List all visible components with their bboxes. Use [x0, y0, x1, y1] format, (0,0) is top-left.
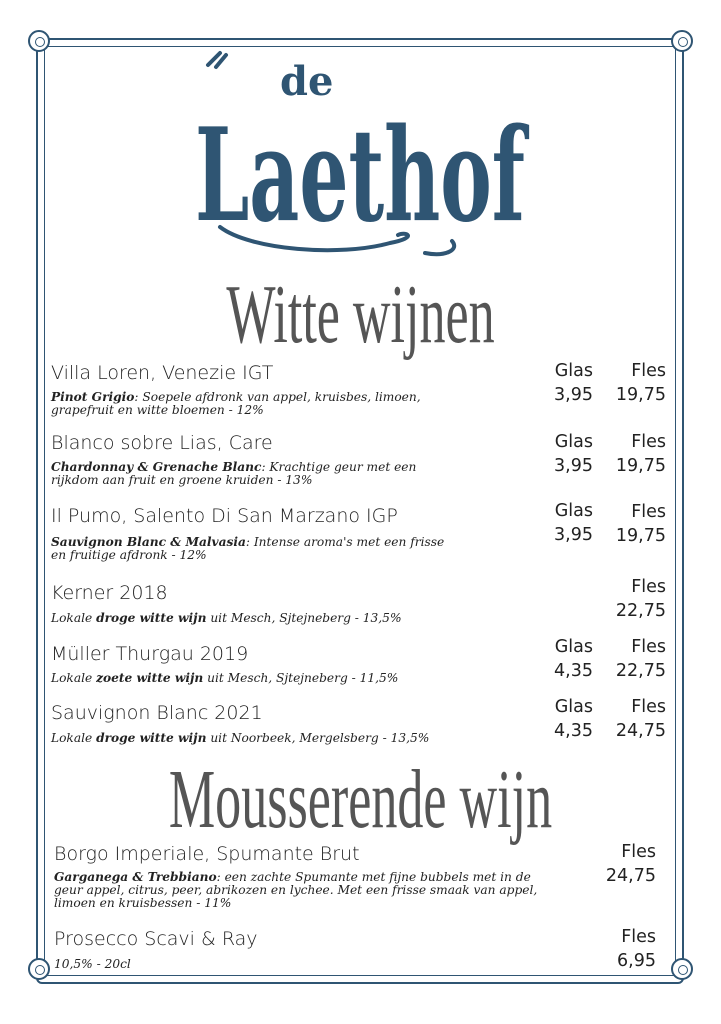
fles-price: 24,75	[615, 721, 666, 741]
wine-description: 10,5% - 20cl	[54, 957, 131, 971]
desc-text: geur appel, citrus, peer, abrikozen en lychee. Met een frisse smaak van appel,	[54, 883, 538, 897]
corner-ornament-top-left	[28, 30, 50, 52]
desc-text: : Krachtige geur met een	[261, 460, 417, 474]
fles-price: 19,75	[615, 385, 666, 405]
desc-text: grapefruit en witte bloemen - 12%	[51, 403, 264, 417]
wine-description	[54, 871, 537, 910]
desc-text: : Intense aroma's met een frisse	[245, 535, 445, 549]
grape-variety: Sauvignon Blanc & Malvasia	[51, 535, 246, 549]
wine-name: Villa Loren, Venezie IGT	[51, 362, 274, 384]
fles-price: 22,75	[615, 601, 666, 621]
glas-label: Glas	[554, 637, 593, 657]
corner-ornament-bottom-right	[671, 958, 693, 980]
desc-text: uit Mesch, Sjtejneberg - 13,5%	[206, 611, 402, 625]
wine-description	[51, 391, 421, 417]
section-title-white-wines: Witte wijnen	[226, 268, 495, 361]
glas-label: Glas	[554, 501, 593, 521]
fles-label: Fles	[621, 842, 656, 862]
glas-price: 4,35	[554, 721, 593, 741]
wine-type: droge witte wijn	[96, 731, 207, 745]
wine-name: Borgo Imperiale, Spumante Brut	[54, 843, 360, 865]
desc-text: Lokale	[51, 611, 97, 625]
glas-label: Glas	[554, 697, 593, 717]
glas-price: 3,95	[554, 456, 593, 476]
wine-name: Sauvignon Blanc 2021	[51, 702, 263, 724]
corner-ornament-top-right	[671, 30, 693, 52]
fles-label: Fles	[621, 927, 656, 947]
desc-text: : een zachte Spumante met fijne bubbels met in de	[216, 870, 531, 884]
glas-price: 3,95	[554, 385, 593, 405]
logo-small-text: de	[280, 58, 334, 105]
wine-name: Müller Thurgau 2019	[51, 643, 249, 665]
fles-label: Fles	[631, 637, 666, 657]
grape-variety: Chardonnay & Grenache Blanc	[51, 460, 262, 474]
wine-description	[51, 612, 402, 625]
grape-variety: Pinot Grigio	[51, 390, 135, 404]
desc-text: uit Mesch, Sjtejneberg - 11,5%	[203, 671, 399, 685]
fles-price: 24,75	[605, 866, 656, 886]
wine-type: zoete witte wijn	[96, 671, 204, 685]
wine-name: Prosecco Scavi & Ray	[54, 928, 258, 950]
wine-description	[51, 732, 429, 745]
desc-text: : Soepele afdronk van appel, kruisbes, limoen,	[134, 390, 421, 404]
fles-label: Fles	[631, 432, 666, 452]
glas-price: 3,95	[554, 525, 593, 545]
wine-description	[51, 672, 398, 685]
wine-description	[51, 536, 444, 562]
grape-variety: Garganega & Trebbiano	[54, 870, 217, 884]
fles-price: 22,75	[615, 661, 666, 681]
logo-name-text: Laethof	[195, 101, 530, 251]
corner-ornament-bottom-left	[28, 958, 50, 980]
section-title-sparkling-wine: Mousserende wijn	[168, 753, 553, 846]
glas-label: Glas	[554, 361, 593, 381]
wine-description	[51, 461, 416, 487]
wine-name: Il Pumo, Salento Di San Marzano IGP	[51, 505, 398, 527]
wine-name: Blanco sobre Lias, Care	[51, 432, 273, 454]
laethof-logo	[190, 45, 535, 260]
desc-text: rijkdom aan fruit en groene kruiden - 13%	[51, 473, 313, 487]
fles-label: Fles	[631, 361, 666, 381]
glas-price: 4,35	[554, 661, 593, 681]
desc-text: en fruitige afdronk - 12%	[51, 548, 207, 562]
wine-type: droge witte wijn	[96, 611, 207, 625]
glas-label: Glas	[554, 432, 593, 452]
fles-price: 6,95	[617, 951, 656, 971]
fles-label: Fles	[631, 502, 666, 522]
desc-text: Lokale	[51, 731, 97, 745]
fles-price: 19,75	[615, 526, 666, 546]
fles-label: Fles	[631, 697, 666, 717]
desc-text: limoen en kruisbessen - 11%	[54, 896, 232, 910]
desc-text: Lokale	[51, 671, 97, 685]
wine-name: Kerner 2018	[51, 582, 168, 604]
desc-text: uit Noorbeek, Mergelsberg - 13,5%	[206, 731, 430, 745]
fles-label: Fles	[631, 577, 666, 597]
fles-price: 19,75	[615, 456, 666, 476]
